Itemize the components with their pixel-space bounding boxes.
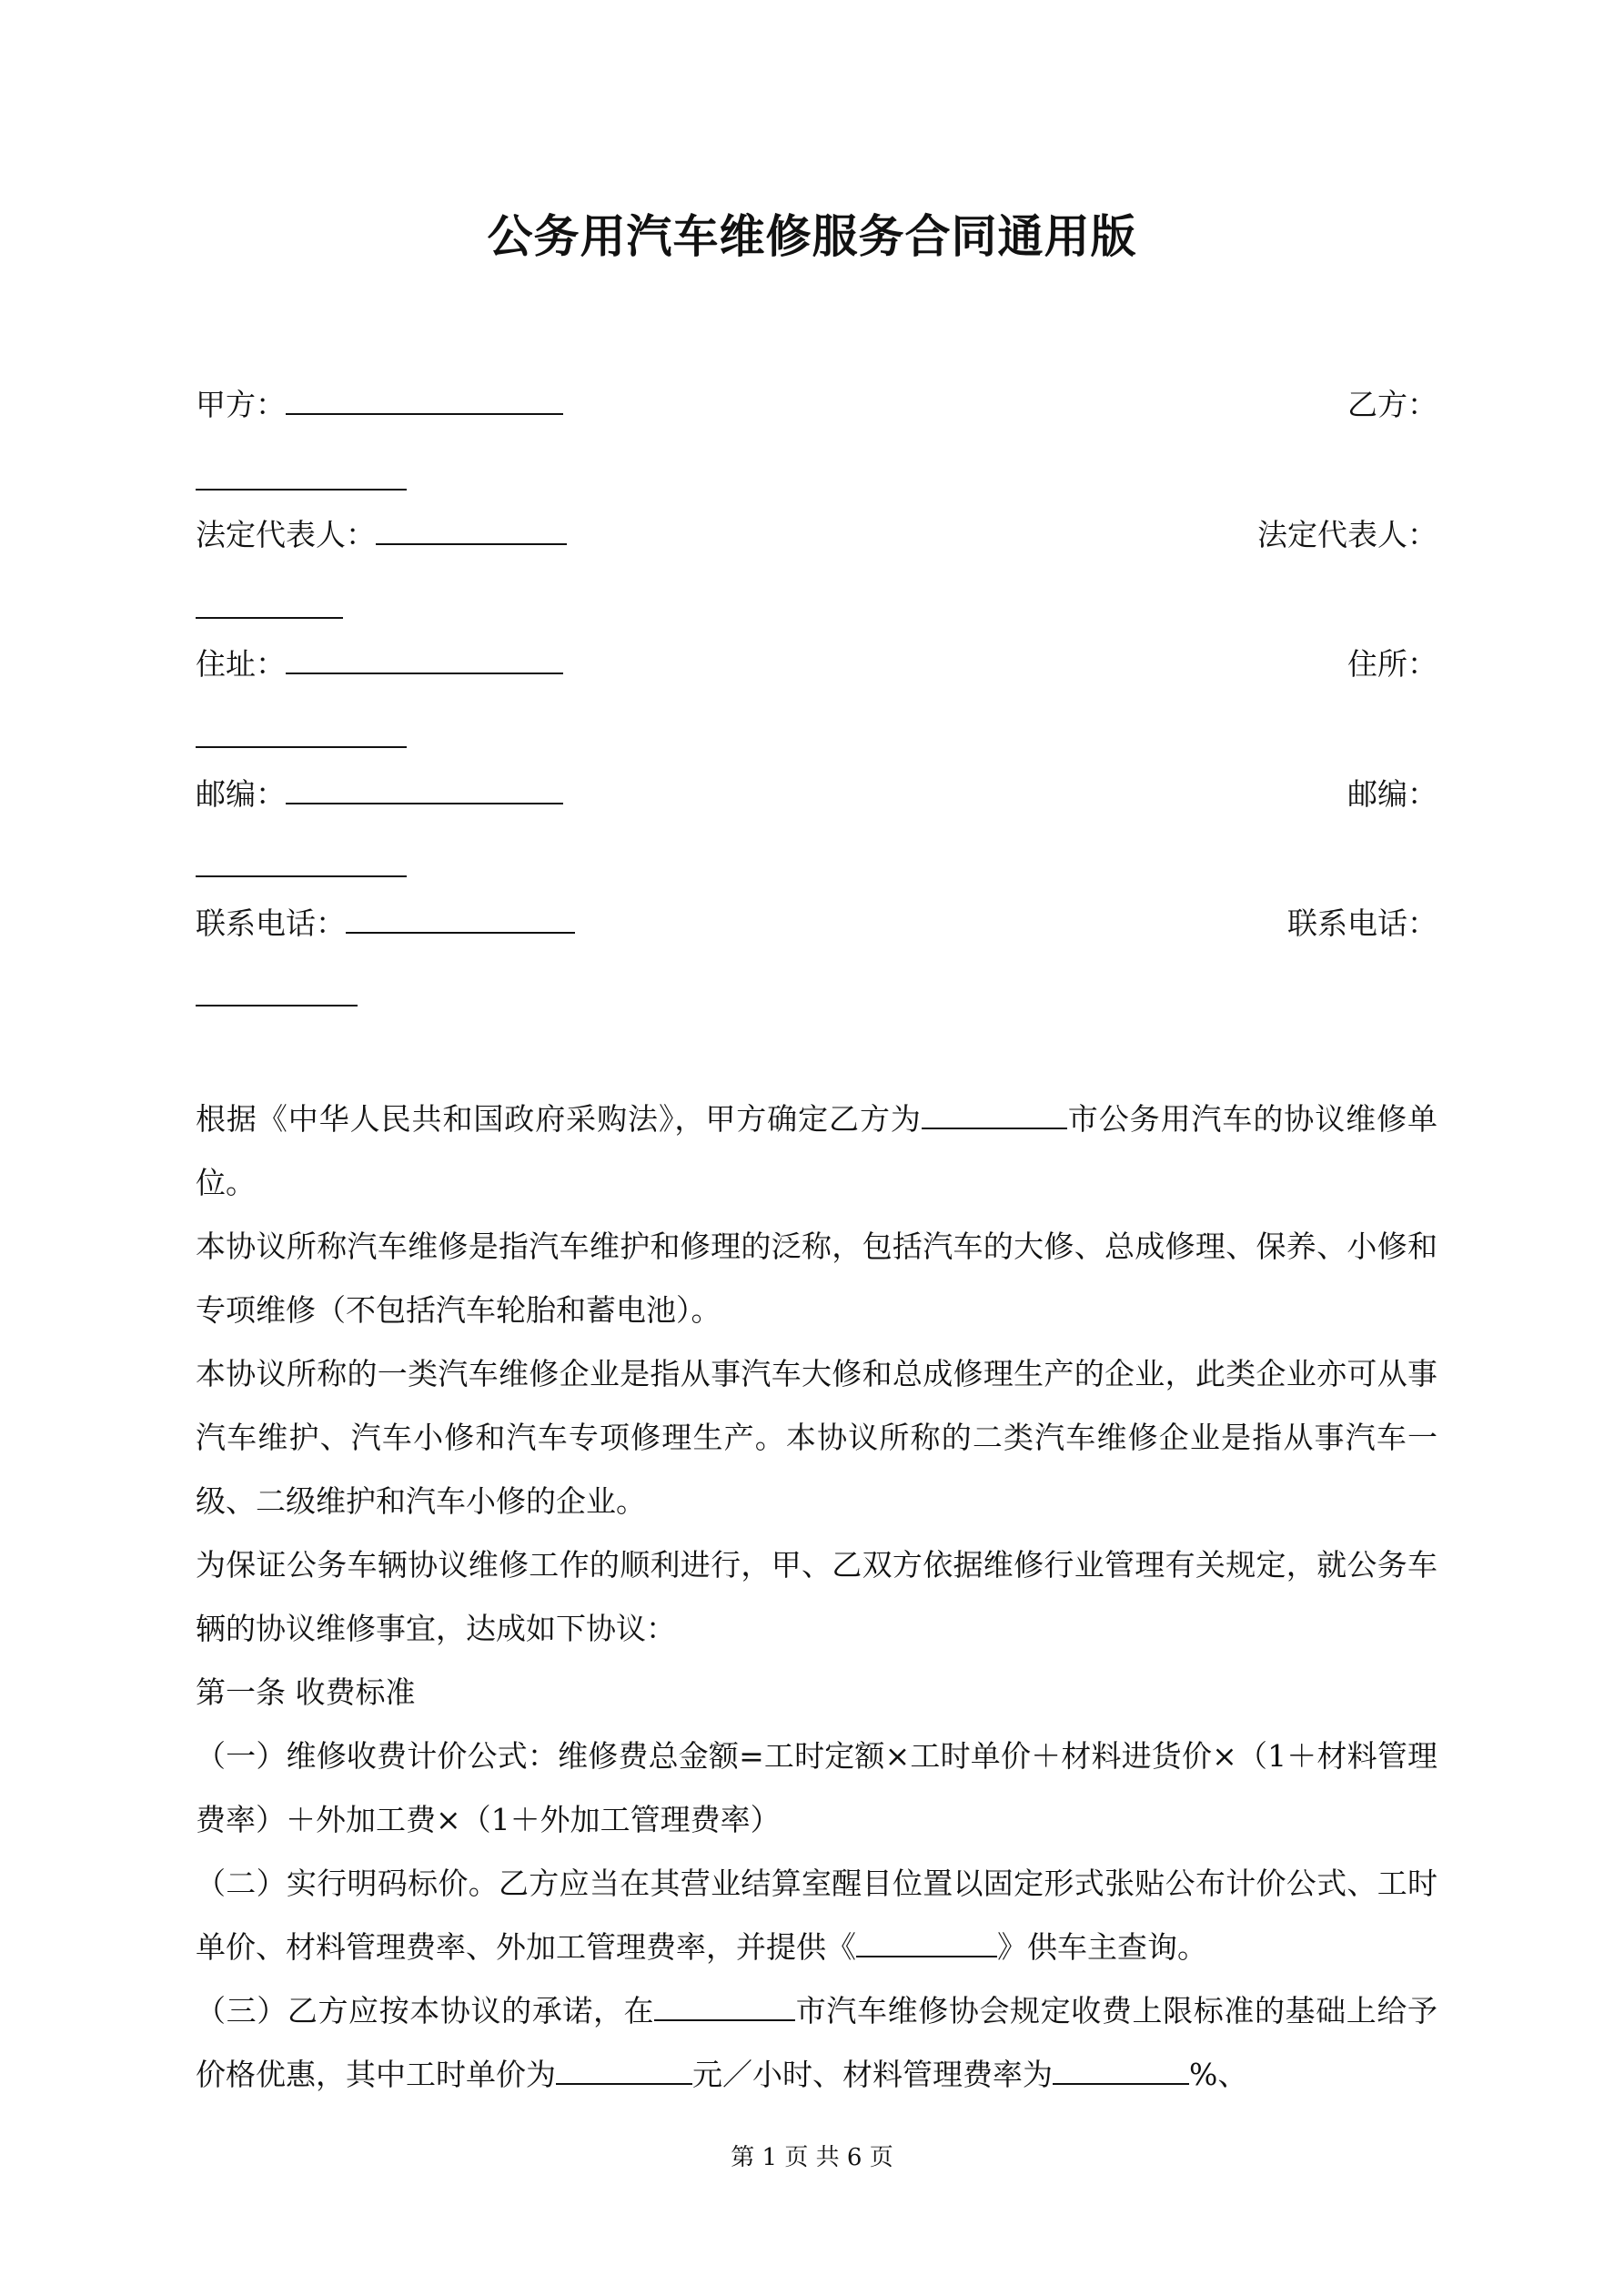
party-a-label: 甲方： bbox=[196, 387, 286, 422]
document-title: 公务用汽车维修服务合同通用版 bbox=[487, 210, 1137, 263]
rep-a-blank bbox=[376, 516, 567, 545]
zip-a-field bbox=[196, 772, 563, 817]
page-footer: 第 1 页 共 6 页 bbox=[731, 2144, 893, 2171]
zip-a-blank bbox=[286, 775, 563, 804]
phone-b-blank bbox=[196, 1005, 358, 1006]
paragraph-procurement bbox=[196, 1087, 1437, 1215]
phone-a-label: 联系电话： bbox=[196, 905, 346, 941]
addr-b-label: 住所： bbox=[1347, 646, 1437, 682]
city-blank bbox=[922, 1102, 1067, 1129]
zip-b-label: 邮编： bbox=[1347, 776, 1437, 812]
paragraph-classes: 本协议所称的一类汽车维修企业是指从事汽车大修和总成修理生产的企业，此类企业亦可从事汽车维护、汽车小修和汽车专项修理生产。本协议所称的二类汽车维修企业是指从事汽车一级、二级维护和汽车小修的企业。 bbox=[196, 1356, 1437, 1519]
p1-text-a: 根据《中华人民共和国政府采购法》，甲方确定乙方为 bbox=[196, 1101, 922, 1137]
zip-a-label: 邮编： bbox=[196, 776, 286, 812]
item3-text-c: 元／小时、材料管理费率为 bbox=[692, 2057, 1053, 2092]
item3-text-d: %、 bbox=[1189, 2057, 1248, 2092]
party-b-blank bbox=[196, 489, 407, 491]
addr-b-blank bbox=[196, 746, 407, 748]
zip-row bbox=[196, 772, 1437, 817]
phone-b-label: 联系电话： bbox=[1287, 905, 1437, 941]
clause-item-1: （一）维修收费计价公式：维修费总金额=工时定额×工时单价＋材料进货价×（1＋材料管理费率）＋外加工费×（1＋外加工管理费率） bbox=[196, 1738, 1437, 1837]
hourly-rate-blank bbox=[556, 2058, 692, 2085]
party-a-blank bbox=[286, 386, 563, 415]
document-name-blank bbox=[856, 1930, 997, 1957]
party-a-field bbox=[196, 382, 563, 428]
representative-row bbox=[196, 512, 1437, 558]
party-b-label: 乙方： bbox=[1347, 387, 1437, 422]
rep-a-field bbox=[196, 512, 567, 558]
rep-a-label: 法定代表人： bbox=[196, 517, 376, 552]
paragraph-purpose: 为保证公务车辆协议维修工作的顺利进行，甲、乙双方依据维修行业管理有关规定，就公务车辆的协议维修事宜，达成如下协议： bbox=[196, 1547, 1437, 1646]
article-heading: 第一条 收费标准 bbox=[196, 1674, 416, 1710]
phone-a-field bbox=[196, 901, 575, 946]
zip-b-blank bbox=[196, 875, 407, 877]
clause-item-2 bbox=[196, 1852, 1437, 1979]
rep-b-label: 法定代表人： bbox=[1257, 517, 1437, 552]
item3-text-a: （三）乙方应按本协议的承诺，在 bbox=[196, 1993, 655, 2028]
addr-a-label: 住址： bbox=[196, 646, 286, 682]
item3-text-b: 市汽车维修协会规定收费上限标准的基础上给予价格优惠，其中工时单价为 bbox=[196, 1993, 1438, 2092]
contract-body bbox=[196, 1087, 1437, 2107]
addr-a-blank bbox=[286, 645, 563, 674]
paragraph-definition: 本协议所称汽车维修是指汽车维护和修理的泛称，包括汽车的大修、总成修理、保养、小修和专项维修（不包括汽车轮胎和蓄电池）。 bbox=[196, 1229, 1437, 1328]
rep-b-blank bbox=[196, 617, 343, 619]
item2-text-a: （二）实行明码标价。乙方应当在其营业结算室醒目位置以固定形式张贴公布计价公式、工时单价、材料管理费率、外加工管理费率，并提供《 bbox=[196, 1866, 1437, 1965]
party-row bbox=[196, 382, 1437, 428]
material-fee-rate-blank bbox=[1053, 2058, 1189, 2085]
phone-a-blank bbox=[346, 905, 575, 934]
addr-a-field bbox=[196, 642, 563, 687]
city-association-blank bbox=[654, 1994, 795, 2021]
phone-row bbox=[196, 901, 1437, 946]
p1-text-b: 市公务用汽车的协议维修单位。 bbox=[196, 1101, 1438, 1200]
address-row bbox=[196, 642, 1437, 687]
item2-text-b: 》供车主查询。 bbox=[997, 1929, 1207, 1965]
clause-item-3 bbox=[196, 1979, 1437, 2107]
